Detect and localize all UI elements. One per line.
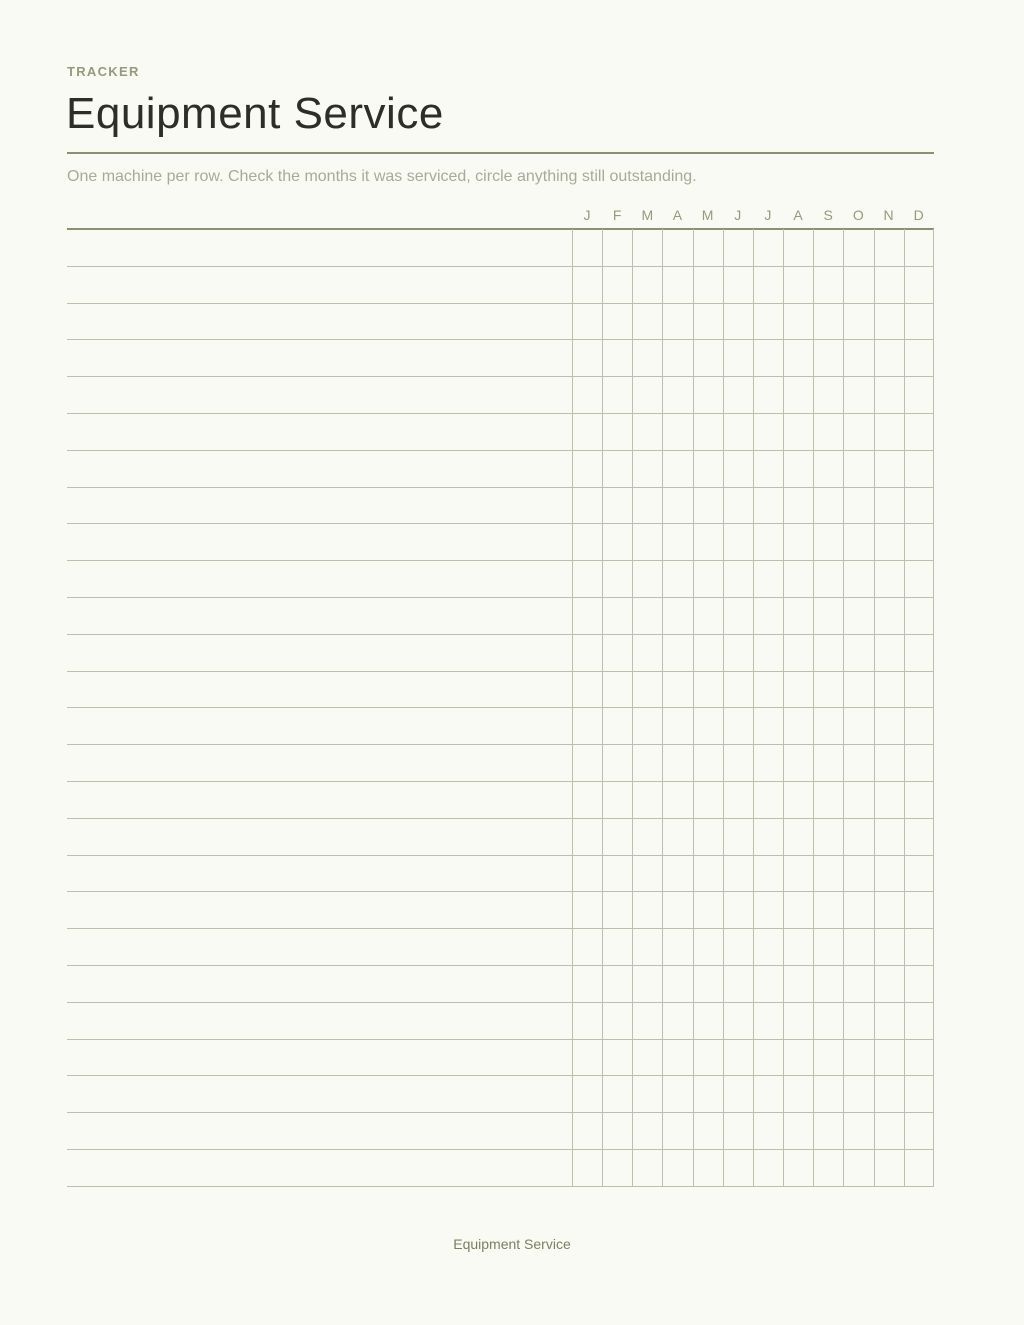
table-row-line (67, 597, 934, 598)
month-header: F (612, 207, 622, 223)
table-row-line (67, 450, 934, 451)
table-row-line (67, 1039, 934, 1040)
month-header: N (883, 207, 894, 223)
table-row-line (67, 523, 934, 524)
table-column-line (662, 229, 663, 1186)
table-row-line (67, 891, 934, 892)
table-column-line (723, 229, 724, 1186)
month-header: S (823, 207, 833, 223)
table-row-line (67, 928, 934, 929)
table-column-line (572, 229, 573, 1186)
month-header: O (852, 207, 864, 223)
table-row-line (67, 634, 934, 635)
table-row-line (67, 1112, 934, 1113)
table-row-line (67, 303, 934, 304)
table-row-line (67, 707, 934, 708)
month-header: D (913, 207, 924, 223)
table-column-line (602, 229, 603, 1186)
table-row-line (67, 671, 934, 672)
month-header: J (764, 207, 772, 223)
table-row-line (67, 487, 934, 488)
table-row-line (67, 1075, 934, 1076)
table-row-line (67, 1149, 934, 1150)
table-column-line (813, 229, 814, 1186)
table-column-line (753, 229, 754, 1186)
table-row-line (67, 965, 934, 966)
table-row-line (67, 855, 934, 856)
instructions-text: One machine per row. Check the months it was serviced, circle anything still outstanding. (67, 168, 697, 185)
table-row-line (67, 339, 934, 340)
table-column-line (783, 229, 784, 1186)
table-header-rule (67, 228, 934, 230)
table-row-line (67, 818, 934, 819)
table-column-line (904, 229, 905, 1186)
table-row-line (67, 560, 934, 561)
month-header: J (583, 207, 591, 223)
table-column-line (933, 229, 934, 1186)
month-header: M (641, 207, 654, 223)
month-header: A (672, 207, 683, 223)
title-divider (67, 152, 934, 154)
month-header: J (734, 207, 742, 223)
table-row-line (67, 781, 934, 782)
table-row-line (67, 266, 934, 267)
table-column-line (632, 229, 633, 1186)
table-row-line (67, 1002, 934, 1003)
table-column-line (874, 229, 875, 1186)
table-row-line (67, 413, 934, 414)
table-column-line (693, 229, 694, 1186)
table-row-line (67, 376, 934, 377)
table-row-line (67, 1186, 934, 1187)
month-header: M (701, 207, 714, 223)
page-footer: Equipment Service (453, 1236, 571, 1252)
table-row-line (67, 744, 934, 745)
table-column-line (843, 229, 844, 1186)
eyebrow-label: TRACKER (67, 64, 140, 79)
page-title: Equipment Service (66, 89, 444, 138)
month-header: A (793, 207, 803, 223)
